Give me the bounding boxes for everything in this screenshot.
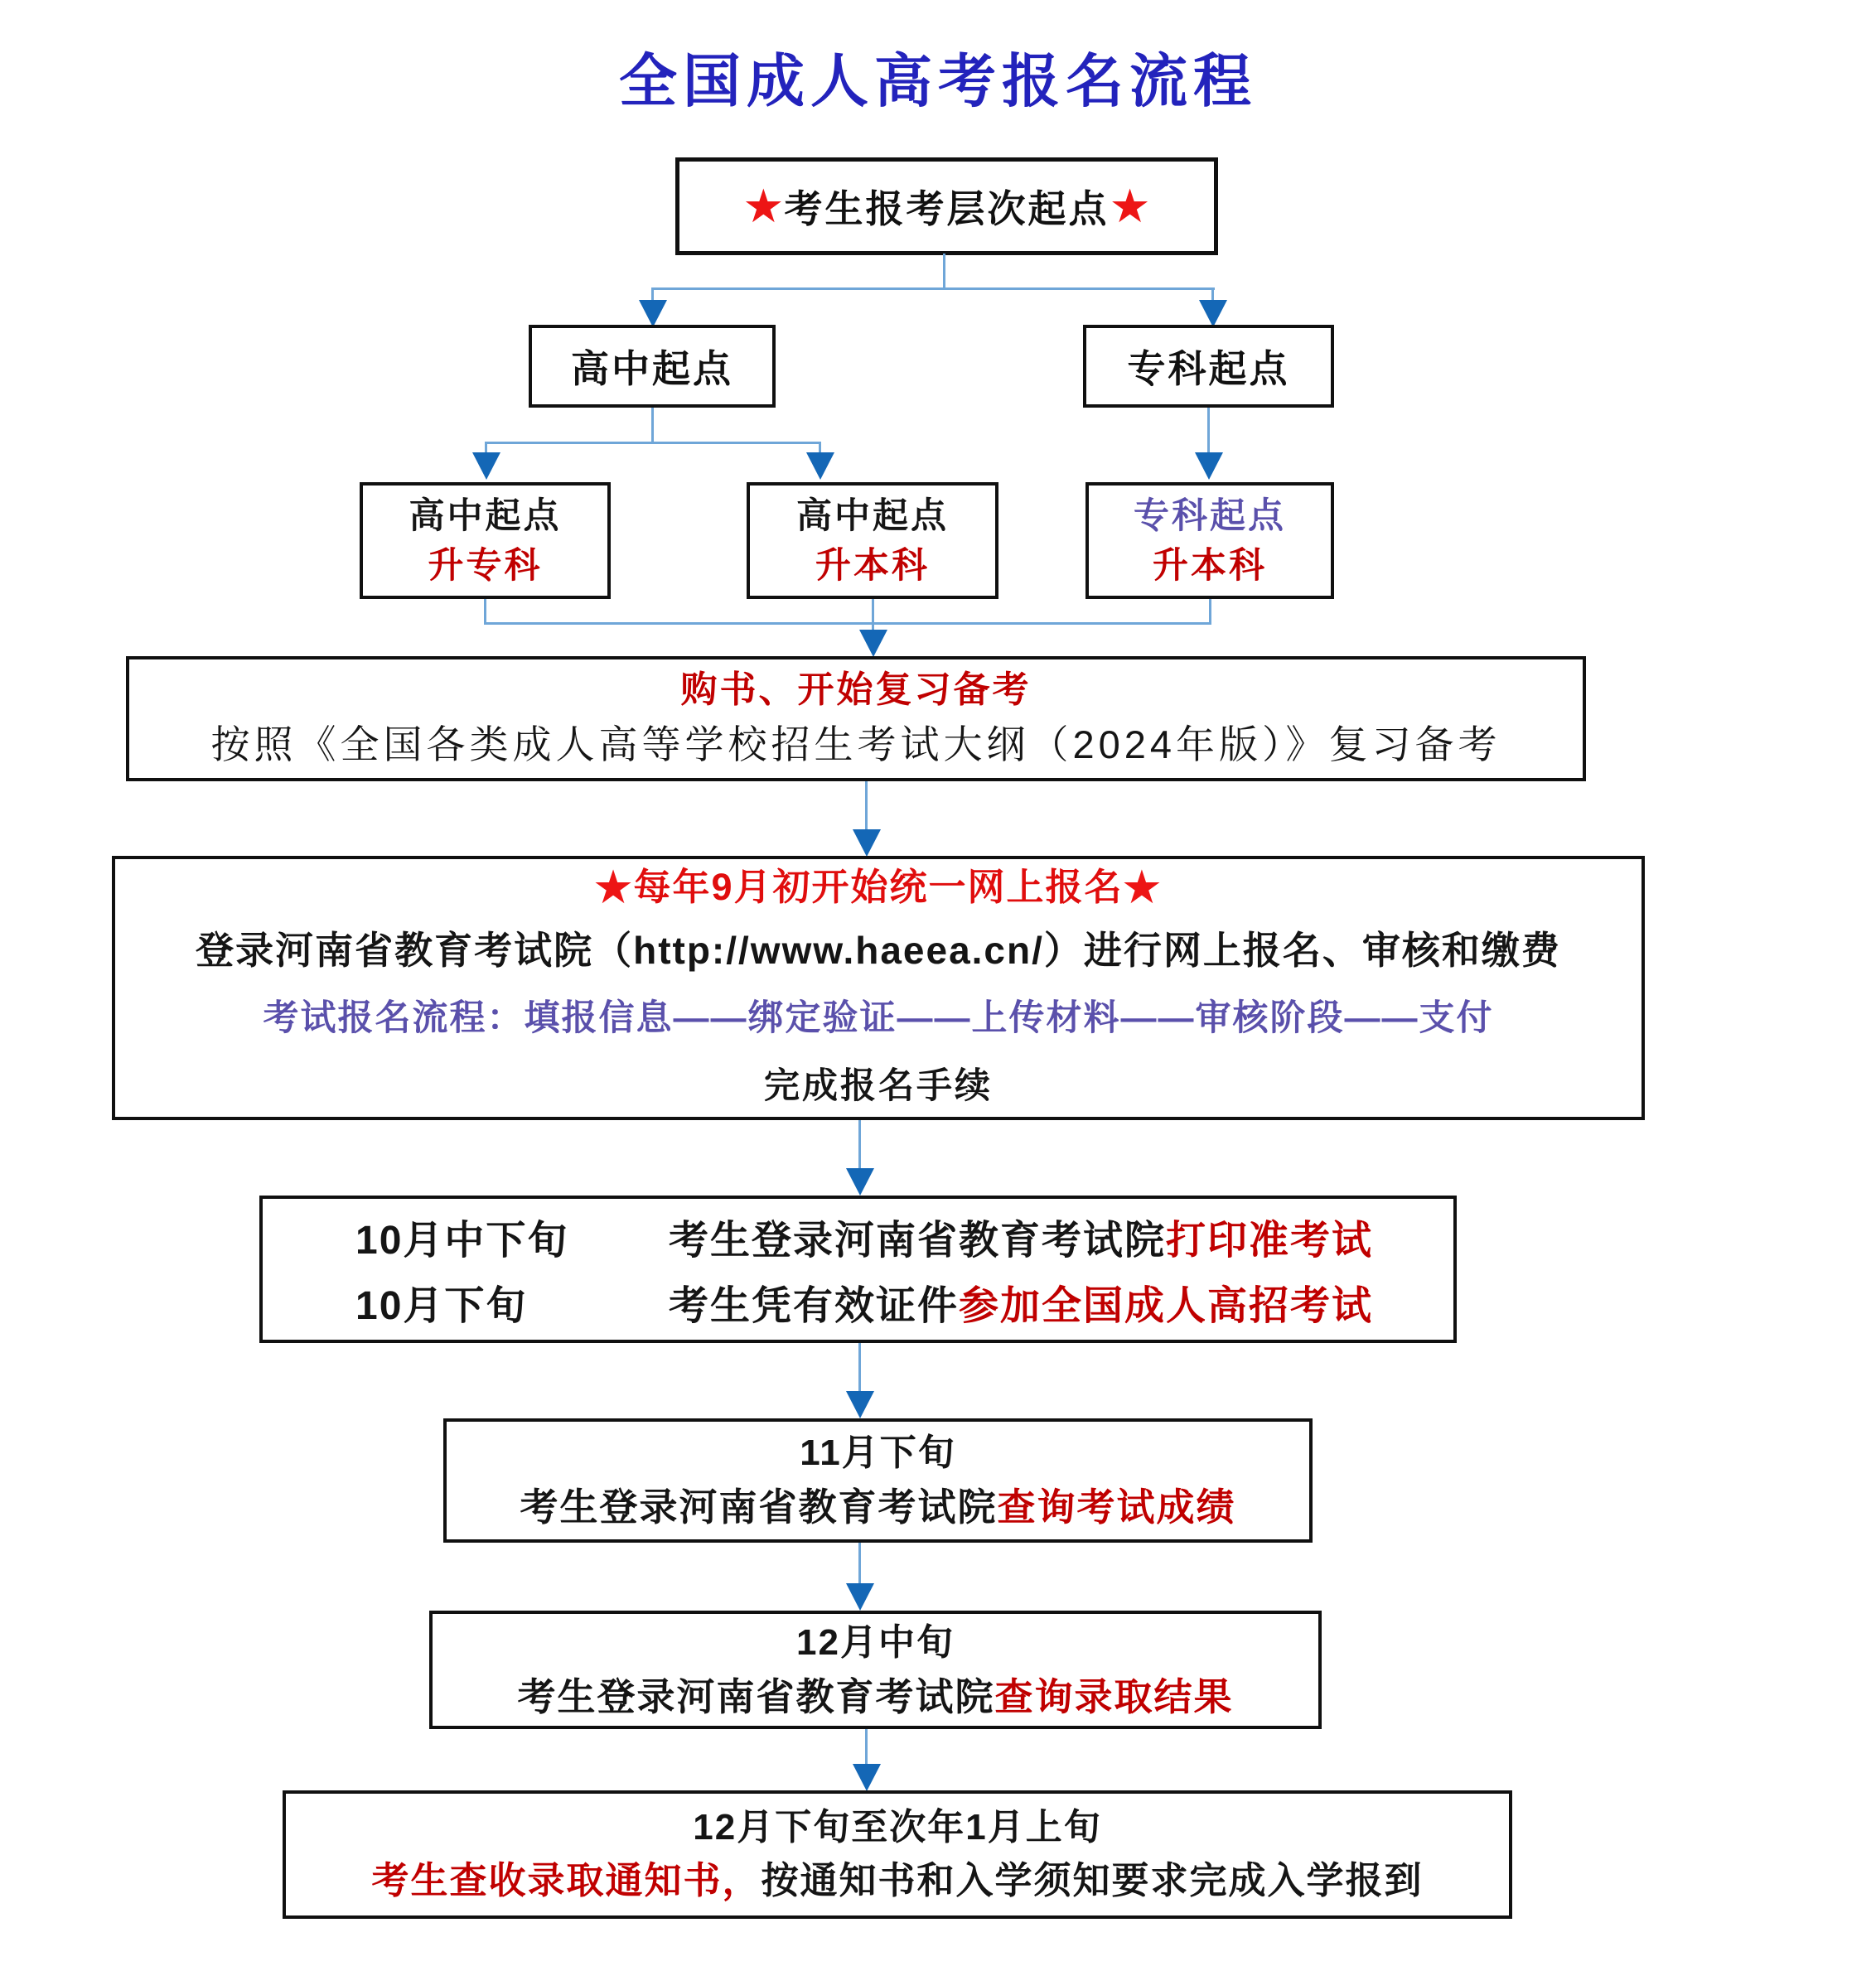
october-row-text — [669, 1208, 1373, 1265]
prep-detail: 按照《全国各类成人高等学校招生考试大纲（2024年版）》复习备考 — [210, 722, 1501, 766]
prep-box — [126, 656, 1586, 781]
step-text: 考生凭有效证件 — [669, 1284, 960, 1329]
start-box-content — [742, 179, 1150, 234]
arrow-down-icon — [1195, 452, 1223, 480]
arrow-down-icon — [846, 1391, 874, 1418]
connector-line — [484, 599, 486, 625]
tier3-line2: 升本科 — [1153, 545, 1267, 586]
register-finish-line: 完成报名手续 — [764, 1065, 993, 1106]
connector-line — [858, 1543, 861, 1587]
connector-line — [1207, 408, 1210, 454]
star-icon: ★ — [742, 180, 785, 232]
step-highlight: 参加全国成人高招考试 — [959, 1284, 1374, 1329]
step-text: 考生登录河南省教育考试院 — [517, 1674, 995, 1718]
admission-line — [371, 1853, 1423, 1908]
december-box — [429, 1611, 1322, 1729]
start-box — [675, 157, 1218, 255]
register-headline: 每年9月初开始统一网上报名 — [633, 865, 1124, 908]
tier3-line2: 升本科 — [815, 545, 930, 586]
connector-line — [943, 254, 945, 289]
step-text: 考生登录河南省教育考试院 — [669, 1218, 1167, 1263]
tier3-line1: 高中起点 — [409, 495, 562, 536]
date-label: 12月下旬至次年1月上旬 — [693, 1806, 1102, 1848]
november-box — [443, 1418, 1313, 1543]
connector-line — [872, 599, 874, 632]
connector-line — [651, 287, 1215, 290]
step-highlight: 查询录取结果 — [994, 1674, 1234, 1718]
arrow-down-icon — [639, 300, 667, 327]
connector-line — [484, 622, 1211, 625]
arrow-down-icon — [1199, 300, 1227, 327]
register-headline-row — [595, 857, 1163, 917]
tier3-box-hs-to-zhuanke — [360, 482, 611, 599]
tier3-line2: 升专科 — [428, 545, 543, 586]
register-steps-line: 考试报名流程：填报信息——绑定验证——上传材料——审核阶段——支付 — [263, 998, 1494, 1038]
arrow-down-icon — [472, 452, 500, 480]
arrow-down-icon — [853, 1764, 881, 1791]
october-rows — [263, 1199, 1453, 1340]
tier2-box-high-school-start — [529, 325, 776, 408]
arrow-down-icon — [846, 1583, 874, 1611]
october-row — [263, 1208, 1453, 1265]
start-label: 考生报考层次起点 — [784, 187, 1110, 230]
arrow-down-icon — [853, 829, 881, 857]
tier3-line1: 专科起点 — [1134, 495, 1286, 536]
tier2-box-college-start — [1083, 325, 1334, 408]
star-icon: ★ — [1109, 180, 1151, 232]
date-label: 12月中旬 — [796, 1621, 955, 1663]
connector-line — [865, 781, 868, 833]
admission-box — [283, 1790, 1512, 1919]
step-highlight: 打印准考试 — [1166, 1218, 1374, 1263]
prep-headline: 购书、开始复习备考 — [680, 669, 1032, 710]
connector-line — [485, 442, 821, 444]
tier2-label: 高中起点 — [571, 347, 733, 390]
october-box — [259, 1196, 1457, 1343]
register-box — [112, 856, 1645, 1120]
tier3-line1: 高中起点 — [796, 495, 949, 536]
step-highlight: 考生查收录取通知书， — [371, 1858, 762, 1901]
november-line — [520, 1480, 1236, 1534]
connector-line — [858, 1343, 861, 1393]
tier3-box-zhuanke-to-benke — [1085, 482, 1334, 599]
star-icon: ★ — [1123, 863, 1163, 911]
page-title: 全国成人高考报名流程 — [619, 49, 1257, 114]
arrow-down-icon — [846, 1168, 874, 1196]
arrow-down-icon — [806, 452, 834, 480]
connector-line — [651, 408, 654, 443]
step-text: 考生登录河南省教育考试院 — [520, 1485, 998, 1529]
connector-line — [858, 1120, 861, 1171]
tier3-box-hs-to-benke — [747, 482, 998, 599]
tier2-label: 专科起点 — [1127, 347, 1290, 390]
arrow-down-icon — [859, 630, 887, 657]
date-label: 10月中下旬 — [355, 1218, 569, 1263]
connector-line — [865, 1729, 868, 1767]
step-text: 按通知书和入学须知要求完成入学报到 — [761, 1858, 1424, 1901]
date-label: 11月下旬 — [800, 1432, 956, 1473]
star-icon: ★ — [594, 863, 634, 911]
october-row-text — [669, 1273, 1373, 1331]
connector-line — [1209, 599, 1211, 625]
december-line — [518, 1669, 1234, 1724]
register-login-line: 登录河南省教育考试院（http://www.haeea.cn/）进行网上报名、审核和缴费 — [196, 928, 1561, 972]
october-row — [263, 1273, 1453, 1331]
date-label: 10月下旬 — [355, 1284, 528, 1329]
step-highlight: 查询考试成绩 — [997, 1485, 1236, 1529]
